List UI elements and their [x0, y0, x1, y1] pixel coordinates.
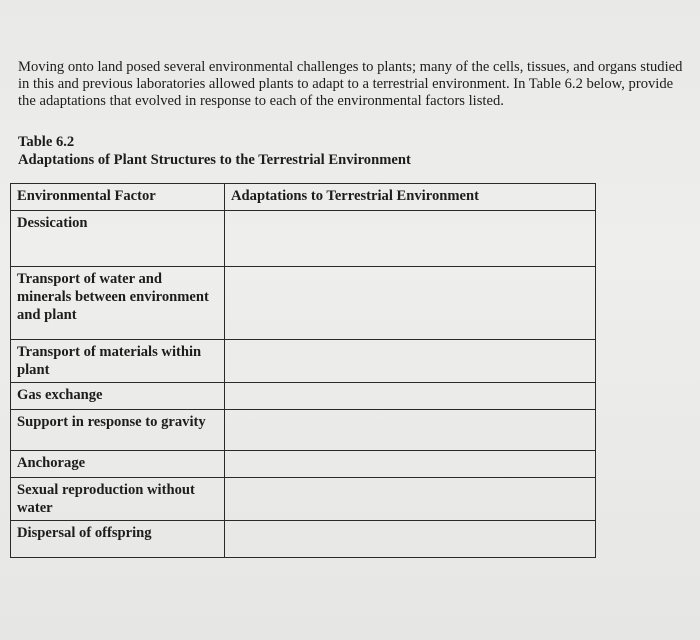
adaptation-answer-cell[interactable] [225, 478, 596, 521]
adaptation-answer-cell[interactable] [225, 383, 596, 410]
table-row [11, 521, 596, 558]
factor-cell: Gas exchange [11, 383, 225, 410]
table-title: Adaptations of Plant Structures to the Terrestrial Environment [18, 152, 411, 168]
factor-cell: Dessication [11, 211, 225, 267]
table-row [11, 451, 596, 478]
factor-cell: Support in response to gravity [11, 410, 225, 451]
factor-cell: Anchorage [11, 451, 225, 478]
factor-cell: Dispersal of offspring [11, 521, 225, 558]
table-number: Table 6.2 [18, 134, 75, 150]
adaptation-answer-cell[interactable] [225, 267, 596, 340]
table-row [11, 340, 596, 383]
adaptation-answer-cell[interactable] [225, 451, 596, 478]
header-environmental-factor: Environmental Factor [11, 184, 225, 211]
adaptation-answer-cell[interactable] [225, 211, 596, 267]
table-header-row [11, 184, 596, 211]
table-row [11, 383, 596, 410]
factor-cell: Transport of materials within plant [11, 340, 225, 383]
bleed-through-text [70, 118, 73, 133]
table-row [11, 478, 596, 521]
table-row [11, 267, 596, 340]
table-caption [18, 133, 411, 169]
adaptation-answer-cell[interactable] [225, 521, 596, 558]
table-row [11, 211, 596, 267]
adaptation-answer-cell[interactable] [225, 340, 596, 383]
adaptation-answer-cell[interactable] [225, 410, 596, 451]
factor-cell: Transport of water and minerals between environment and plant [11, 267, 225, 340]
intro-paragraph: Moving onto land posed several environmental challenges to plants; many of the cells, tissues, and organs studied in this and previous laboratories allowed plants to adapt to a terrestrial environment. In Table 6.2 below, provide the adaptations that evolved in response to each of the environmental factors listed. [18, 58, 683, 109]
table-row [11, 410, 596, 451]
header-adaptations: Adaptations to Terrestrial Environment [225, 184, 596, 211]
factor-cell: Sexual reproduction without water [11, 478, 225, 521]
adaptations-table [10, 183, 596, 558]
